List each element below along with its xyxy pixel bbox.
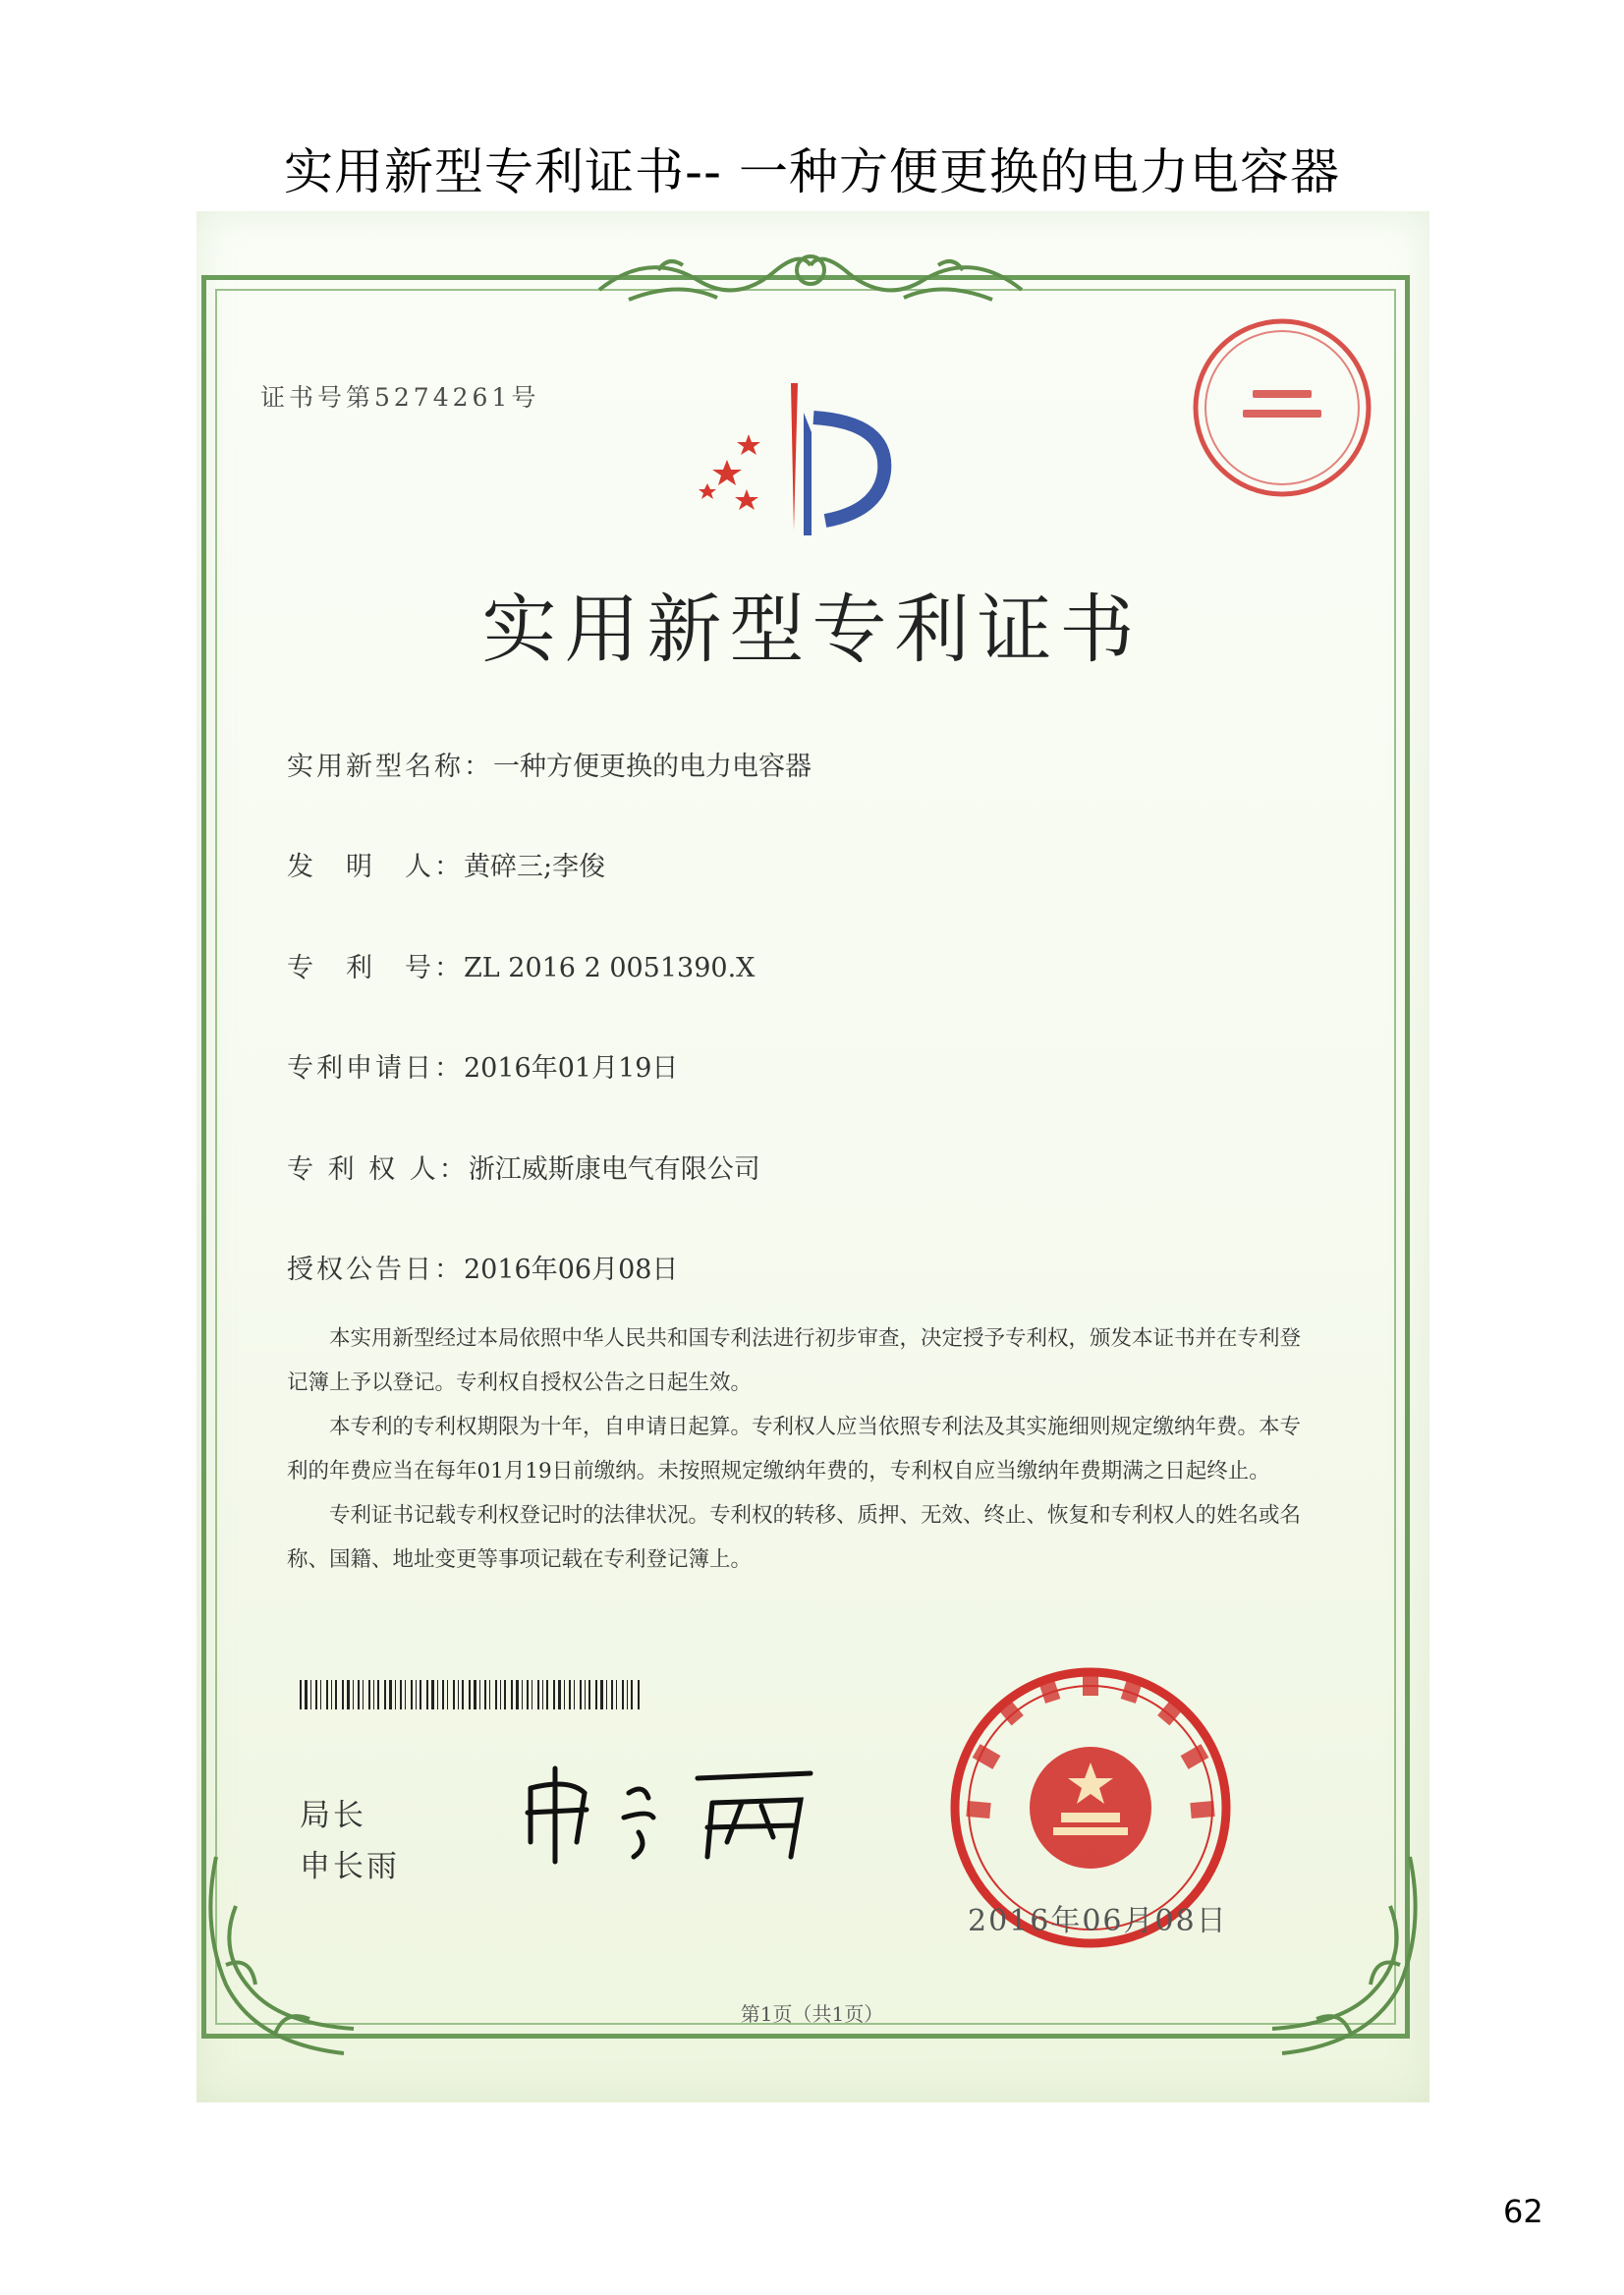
barcode-bar: [504, 1680, 506, 1709]
body-paragraph: 本实用新型经过本局依照中华人民共和国专利法进行初步审查，决定授予专利权，颁发本证书并在专利登记簿上予以登记。专利权自授权公告之日起生效。: [287, 1326, 1302, 1395]
barcode-bar: [462, 1680, 464, 1709]
field-value: 黄碎三;李俊: [464, 852, 606, 882]
field-patent-number: [287, 946, 755, 984]
signer-title: 局长: [300, 1798, 366, 1833]
barcode-bar: [353, 1680, 354, 1709]
field-value: 2016年06月08日: [464, 1255, 679, 1285]
barcode-bar: [537, 1680, 539, 1709]
bottom-right-ornament: [1233, 1847, 1429, 2063]
barcode-bar: [420, 1680, 421, 1709]
barcode-bar: [384, 1680, 386, 1709]
barcode-bar: [474, 1680, 476, 1709]
handwritten-signature: [516, 1759, 830, 1867]
field-value: 一种方便更换的电力电容器: [493, 752, 812, 782]
barcode-bar: [447, 1680, 448, 1709]
barcode-bar: [622, 1680, 624, 1709]
barcode-bar: [500, 1680, 501, 1709]
patent-office-emblem: [688, 373, 933, 545]
barcode-bar: [588, 1680, 590, 1709]
barcode-bar: [458, 1680, 459, 1709]
barcode-bar: [600, 1680, 603, 1709]
field-grant-date: [287, 1248, 678, 1286]
barcode-bar: [331, 1680, 332, 1709]
barcode-bar: [377, 1680, 379, 1709]
barcode-bar: [300, 1680, 302, 1709]
barcode-bar: [585, 1680, 586, 1709]
barcode-bar: [437, 1680, 438, 1709]
certificate-page-footer: 第1页（共1页）: [740, 2002, 884, 2026]
barcode-bar: [606, 1680, 607, 1709]
page-title: 实用新型专利证书-- 一种方便更换的电力电容器: [284, 143, 1340, 200]
barcode-bar: [310, 1680, 311, 1709]
page-number: 62: [1503, 2193, 1543, 2230]
barcode-bar: [631, 1680, 633, 1709]
barcode-bar: [389, 1680, 392, 1709]
barcode-bar: [416, 1680, 417, 1709]
field-inventor: [287, 845, 605, 883]
barcode-bar: [479, 1680, 480, 1709]
field-application-date: [287, 1046, 678, 1085]
field-label: 发 明 人：: [287, 852, 464, 882]
barcode-bar: [342, 1680, 344, 1709]
certificate-number: 证书号第5274261号: [260, 383, 540, 412]
barcode-bar: [442, 1680, 444, 1709]
barcode-bar: [358, 1680, 360, 1709]
barcode-bar: [627, 1680, 628, 1709]
barcode-bar: [569, 1680, 571, 1709]
barcode-bar: [542, 1680, 543, 1709]
barcode-bar: [373, 1680, 374, 1709]
barcode-bar: [574, 1680, 575, 1709]
certificate-body: [287, 1316, 1309, 1582]
field-value: 2016年01月19日: [464, 1053, 679, 1084]
body-paragraph: 本专利的专利权期限为十年，自申请日起算。专利权人应当依照专利法及其实施细则规定缴纳年费。本专利的年费应当在每年01月19日前缴纳。未按照规定缴纳年费的，专利权自应当缴纳年费期满之日起终止。: [287, 1415, 1302, 1483]
barcode-bar: [527, 1680, 529, 1709]
body-paragraph: 专利证书记载专利权登记时的法律状况。专利权的转移、质押、无效、终止、恢复和专利权人的姓名或名称、国籍、地址变更等事项记载在专利登记簿上。: [287, 1503, 1302, 1572]
certificate-heading: 实用新型专利证书: [481, 586, 1143, 673]
barcode-bar: [511, 1680, 513, 1709]
barcode-bar: [426, 1680, 428, 1709]
barcode-bar: [315, 1680, 317, 1709]
barcode-bar: [405, 1680, 406, 1709]
barcode-bar: [546, 1680, 548, 1709]
barcode-bar: [522, 1680, 523, 1709]
barcode-bar: [326, 1680, 328, 1709]
barcode-bar: [453, 1680, 455, 1709]
barcode-bar: [516, 1680, 519, 1709]
top-ornament: [589, 241, 1032, 319]
barcode-bar: [638, 1680, 640, 1709]
barcode-bar: [305, 1680, 308, 1709]
barcode-bar: [320, 1680, 321, 1709]
barcode-bar: [489, 1680, 490, 1709]
barcode-bar: [616, 1680, 617, 1709]
field-label: 实用新型名称：: [287, 752, 493, 782]
barcode-bar: [368, 1680, 370, 1709]
barcode-bar: [495, 1680, 497, 1709]
barcode-bar: [564, 1680, 565, 1709]
barcode-bar: [395, 1680, 396, 1709]
barcode-bar: [580, 1680, 582, 1709]
barcode-bar: [553, 1680, 555, 1709]
field-patentee: [287, 1148, 760, 1186]
barcode-bar: [431, 1680, 434, 1709]
field-label: 专 利 号：: [287, 953, 464, 983]
barcode-bar: [469, 1680, 471, 1709]
field-value: ZL 2016 2 0051390.X: [464, 953, 756, 983]
field-value: 浙江威斯康电气有限公司: [468, 1154, 760, 1185]
field-label: 专 利 权 人：: [287, 1154, 469, 1185]
barcode-bar: [400, 1680, 402, 1709]
barcode-bar: [558, 1680, 561, 1709]
barcode-bar: [611, 1680, 613, 1709]
field-label: 授权公告日：: [287, 1255, 464, 1285]
barcode-bar: [363, 1680, 364, 1709]
field-label: 专利申请日：: [287, 1053, 464, 1084]
barcode-bar: [484, 1680, 486, 1709]
barcode-bar: [347, 1680, 350, 1709]
seal-date: 2016年06月08日: [968, 1904, 1228, 1938]
field-utility-model-name: [287, 745, 812, 783]
barcode-bar: [595, 1680, 597, 1709]
barcode: [300, 1680, 644, 1709]
small-red-stamp: [1184, 309, 1380, 506]
barcode-bar: [335, 1680, 337, 1709]
signer-name: 申长雨: [300, 1849, 400, 1884]
barcode-bar: [411, 1680, 413, 1709]
